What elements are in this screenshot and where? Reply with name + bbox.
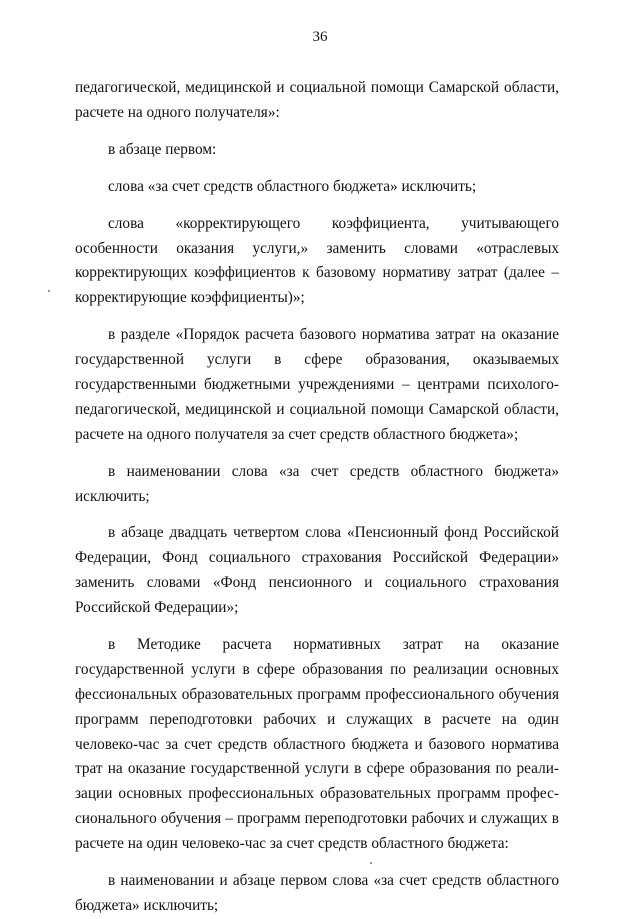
paragraph: [75, 521, 559, 621]
scan-speck: [370, 862, 372, 864]
scan-speck: [48, 290, 50, 292]
text-line: корректирующие коэффициенты)»;: [75, 289, 305, 307]
text-line: в разделе «Порядок расчета базового норматива затрат на оказание: [108, 326, 559, 344]
text-line: сионального обучения – программ переподготовки рабочих и служащих в: [75, 810, 559, 828]
paragraph: [75, 323, 559, 447]
text-line: исключить;: [75, 487, 150, 505]
text-line: государственной услуги в сфере образования по реализации основных: [75, 660, 559, 678]
page-number: 36: [312, 29, 328, 45]
text-line: зации основных профессиональных образовательных программ профес-: [75, 785, 559, 803]
text-line: бюджета» исключить;: [75, 896, 219, 914]
paragraph: [75, 869, 559, 919]
text-line: слова «корректирующего коэффициента, учитывающего: [108, 214, 559, 232]
text-line: расчете на одного получателя за счет средств областного бюджета»;: [75, 425, 519, 443]
text-line: Федерации, Фонд социального страхования Российской Федерации»: [75, 549, 559, 567]
text-line: заменить словами «Фонд пенсионного и социального страхования: [75, 574, 559, 592]
text-line: в абзаце двадцать четвертом слова «Пенсионный фонд Российской: [108, 524, 559, 542]
paragraph: [75, 460, 559, 510]
text-line: расчете на один человеко-час за счет средств областного бюджета:: [75, 835, 509, 853]
text-line: государственной услуги в сфере образования, оказываемых: [75, 351, 559, 369]
text-line: расчете на одного получателя»:: [75, 103, 280, 121]
text-line: человеко-час за счет средств областного бюджета и базового норматива: [75, 735, 559, 753]
text-line: программ переподготовки рабочих и служащих в расчете на один: [75, 710, 559, 728]
text-line: в наименовании и абзаце первом слова «за счет средств областного: [108, 872, 559, 890]
paragraph: [75, 633, 559, 857]
paragraph: [75, 138, 559, 163]
text-line: слова «за счет средств областного бюджета» исключить;: [108, 177, 477, 195]
text-line: государственными бюджетными учреждениями – центрами психолого-: [75, 375, 559, 393]
text-line: педагогической, медицинской и социальной помощи Самарской области,: [75, 79, 559, 96]
paragraph: [75, 175, 559, 200]
text-line: трат на оказание государственной услуги в сфере образования по реали-: [75, 760, 559, 778]
paragraph: [75, 76, 559, 126]
text-line: в Методике расчета нормативных затрат на оказание: [108, 636, 559, 654]
text-line: в абзаце первом:: [108, 140, 217, 158]
text-line: особенности оказания услуги,» заменить словами «отраслевых: [75, 239, 559, 257]
text-line: фессиональных образовательных программ профессионального обучения: [75, 685, 559, 703]
text-line: Российской Федерации»;: [75, 599, 239, 617]
paragraph: [75, 212, 559, 312]
text-line: корректирующих коэффициентов к базовому нормативу затрат (далее –: [75, 264, 559, 282]
text-line: педагогической, медицинской и социальной помощи Самарской области,: [75, 400, 559, 418]
text-line: в наименовании слова «за счет средств областного бюджета»: [108, 462, 559, 480]
document-body: [75, 76, 559, 919]
